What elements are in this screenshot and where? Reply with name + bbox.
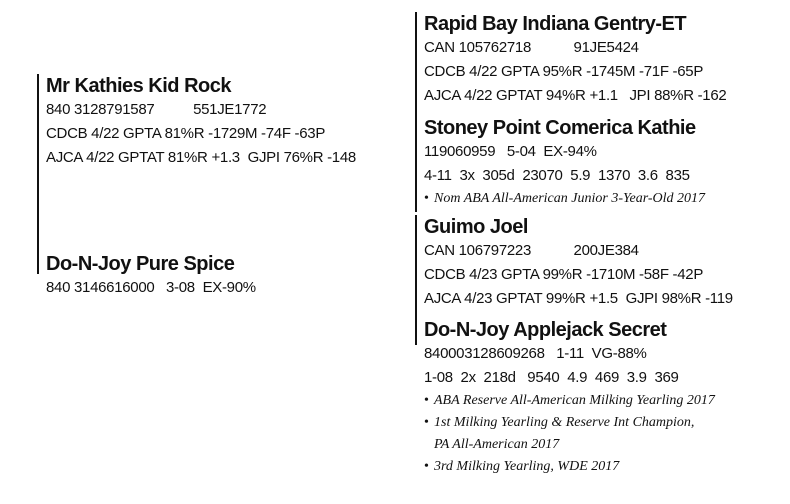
dam-dam-record: 1-08 2x 218d 9540 4.9 469 3.9 369 bbox=[424, 369, 679, 386]
dam-sire-id: CAN 106797223 200JE384 bbox=[424, 242, 639, 259]
sire-sire-name: Rapid Bay Indiana Gentry-ET bbox=[424, 13, 687, 35]
dam-dam-note-2 bbox=[424, 412, 715, 434]
sire-id: 840 3128791587 551JE1772 bbox=[46, 101, 267, 118]
note-text: 1st Milking Yearling & Reserve Int Champion, bbox=[434, 415, 695, 430]
sire-dam-name: Stoney Point Comerica Kathie bbox=[424, 117, 696, 139]
sire-sire-ajca: AJCA 4/22 GPTAT 94%R +1.1 JPI 88%R -162 bbox=[424, 87, 727, 104]
sire-ancestry-connector-line bbox=[415, 12, 417, 212]
sire-dam-connector-line bbox=[37, 74, 39, 274]
sire-name: Mr Kathies Kid Rock bbox=[46, 75, 231, 97]
bullet: • bbox=[424, 191, 429, 206]
dam-dam-name: Do-N-Joy Applejack Secret bbox=[424, 319, 667, 341]
sire-ajca: AJCA 4/22 GPTAT 81%R +1.3 GJPI 76%R -148 bbox=[46, 149, 356, 166]
dam-sire-block bbox=[424, 215, 733, 311]
note-text: ABA Reserve All-American Milking Yearling 2017 bbox=[434, 393, 715, 408]
note-text: Nom ABA All-American Junior 3-Year-Old 2017 bbox=[434, 191, 706, 206]
bullet: • bbox=[424, 459, 429, 474]
bullet: • bbox=[424, 393, 429, 408]
dam-sire-name: Guimo Joel bbox=[424, 216, 528, 238]
dam-ancestry-connector-line bbox=[415, 215, 417, 345]
dam-id: 840 3146616000 3-08 EX-90% bbox=[46, 279, 256, 296]
note-text: PA All-American 2017 bbox=[434, 437, 560, 452]
sire-dam-note bbox=[424, 188, 705, 210]
sire-sire-id: CAN 105762718 91JE5424 bbox=[424, 39, 639, 56]
sire-dam-id: 119060959 5-04 EX-94% bbox=[424, 143, 597, 160]
sire-sire-block bbox=[424, 12, 726, 108]
sire-cdcb: CDCB 4/22 GPTA 81%R -1729M -74F -63P bbox=[46, 125, 326, 142]
sire-sire-cdcb: CDCB 4/22 GPTA 95%R -1745M -71F -65P bbox=[424, 63, 704, 80]
bullet: • bbox=[424, 415, 429, 430]
sire-dam-record: 4-11 3x 305d 23070 5.9 1370 3.6 835 bbox=[424, 167, 690, 184]
dam-dam-note-3 bbox=[424, 456, 715, 478]
dam-dam-id: 840003128609268 1-11 VG-88% bbox=[424, 345, 647, 362]
sire-dam-block bbox=[424, 116, 705, 210]
note-text: 3rd Milking Yearling, WDE 2017 bbox=[434, 459, 620, 474]
dam-name: Do-N-Joy Pure Spice bbox=[46, 253, 235, 275]
dam-dam-note-1 bbox=[424, 390, 715, 412]
dam-sire-ajca: AJCA 4/23 GPTAT 99%R +1.5 GJPI 98%R -119 bbox=[424, 290, 733, 307]
dam-block bbox=[46, 252, 256, 300]
dam-dam-note-2-cont bbox=[424, 434, 715, 456]
dam-sire-cdcb: CDCB 4/23 GPTA 99%R -1710M -58F -42P bbox=[424, 266, 704, 283]
sire-block bbox=[46, 74, 356, 170]
dam-dam-block bbox=[424, 318, 715, 478]
